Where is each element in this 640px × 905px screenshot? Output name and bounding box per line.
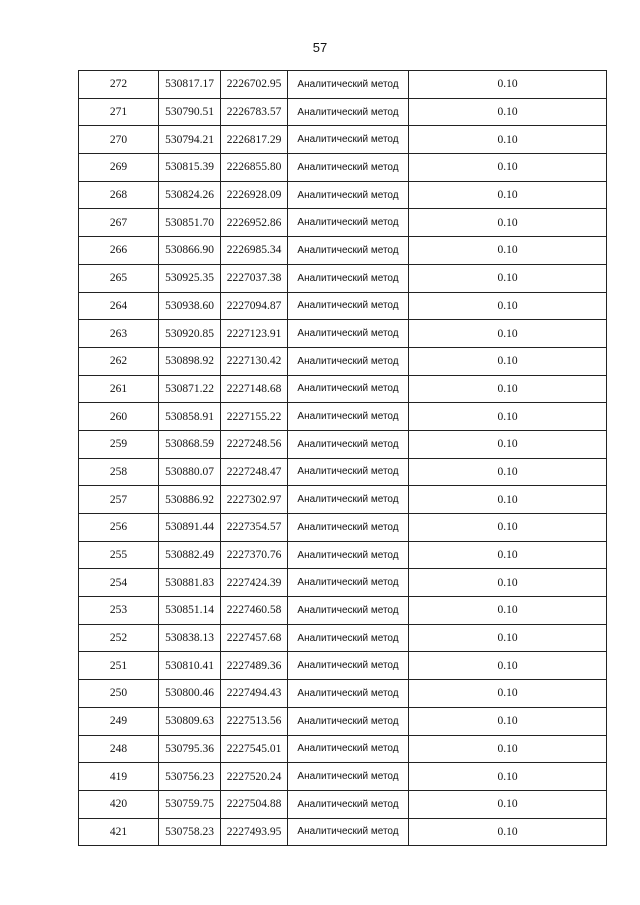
point-number-cell: 256	[79, 514, 159, 542]
point-number-cell: 271	[79, 98, 159, 126]
accuracy-cell: 0.10	[409, 126, 607, 154]
accuracy-cell: 0.10	[409, 154, 607, 182]
table-row	[79, 154, 607, 182]
table-row	[79, 264, 607, 292]
y-coordinate-cell: 2226783.57	[221, 98, 288, 126]
method-cell: Аналитический метод	[288, 458, 409, 486]
y-coordinate-cell: 2227424.39	[221, 569, 288, 597]
point-number-cell: 263	[79, 320, 159, 348]
method-cell: Аналитический метод	[288, 320, 409, 348]
x-coordinate-cell: 530817.17	[159, 71, 221, 99]
table-row	[79, 680, 607, 708]
x-coordinate-cell: 530790.51	[159, 98, 221, 126]
x-coordinate-cell: 530758.23	[159, 818, 221, 846]
table-row	[79, 735, 607, 763]
y-coordinate-cell: 2227457.68	[221, 624, 288, 652]
accuracy-cell: 0.10	[409, 320, 607, 348]
point-number-cell: 266	[79, 237, 159, 265]
table-row	[79, 818, 607, 846]
point-number-cell: 264	[79, 292, 159, 320]
point-number-cell: 248	[79, 735, 159, 763]
y-coordinate-cell: 2227494.43	[221, 680, 288, 708]
y-coordinate-cell: 2227130.42	[221, 347, 288, 375]
method-cell: Аналитический метод	[288, 209, 409, 237]
accuracy-cell: 0.10	[409, 735, 607, 763]
x-coordinate-cell: 530858.91	[159, 403, 221, 431]
point-number-cell: 257	[79, 486, 159, 514]
accuracy-cell: 0.10	[409, 514, 607, 542]
y-coordinate-cell: 2227123.91	[221, 320, 288, 348]
y-coordinate-cell: 2227489.36	[221, 652, 288, 680]
table-row	[79, 486, 607, 514]
table-row	[79, 624, 607, 652]
x-coordinate-cell: 530886.92	[159, 486, 221, 514]
table-row	[79, 597, 607, 625]
accuracy-cell: 0.10	[409, 680, 607, 708]
y-coordinate-cell: 2226928.09	[221, 181, 288, 209]
x-coordinate-cell: 530824.26	[159, 181, 221, 209]
y-coordinate-cell: 2227094.87	[221, 292, 288, 320]
point-number-cell: 259	[79, 430, 159, 458]
method-cell: Аналитический метод	[288, 624, 409, 652]
table-row	[79, 652, 607, 680]
accuracy-cell: 0.10	[409, 403, 607, 431]
accuracy-cell: 0.10	[409, 790, 607, 818]
point-number-cell: 251	[79, 652, 159, 680]
method-cell: Аналитический метод	[288, 652, 409, 680]
accuracy-cell: 0.10	[409, 486, 607, 514]
table-row	[79, 181, 607, 209]
point-number-cell: 268	[79, 181, 159, 209]
point-number-cell: 261	[79, 375, 159, 403]
x-coordinate-cell: 530891.44	[159, 514, 221, 542]
accuracy-cell: 0.10	[409, 541, 607, 569]
method-cell: Аналитический метод	[288, 790, 409, 818]
method-cell: Аналитический метод	[288, 71, 409, 99]
point-number-cell: 254	[79, 569, 159, 597]
method-cell: Аналитический метод	[288, 237, 409, 265]
x-coordinate-cell: 530838.13	[159, 624, 221, 652]
accuracy-cell: 0.10	[409, 458, 607, 486]
y-coordinate-cell: 2227493.95	[221, 818, 288, 846]
table-row	[79, 707, 607, 735]
method-cell: Аналитический метод	[288, 569, 409, 597]
method-cell: Аналитический метод	[288, 680, 409, 708]
y-coordinate-cell: 2227248.47	[221, 458, 288, 486]
table-row	[79, 237, 607, 265]
table-row	[79, 569, 607, 597]
coordinates-table-body	[79, 71, 607, 846]
point-number-cell: 272	[79, 71, 159, 99]
table-row	[79, 541, 607, 569]
accuracy-cell: 0.10	[409, 652, 607, 680]
method-cell: Аналитический метод	[288, 126, 409, 154]
table-row	[79, 98, 607, 126]
point-number-cell: 249	[79, 707, 159, 735]
point-number-cell: 255	[79, 541, 159, 569]
y-coordinate-cell: 2226817.29	[221, 126, 288, 154]
x-coordinate-cell: 530815.39	[159, 154, 221, 182]
method-cell: Аналитический метод	[288, 347, 409, 375]
point-number-cell: 420	[79, 790, 159, 818]
point-number-cell: 269	[79, 154, 159, 182]
method-cell: Аналитический метод	[288, 375, 409, 403]
method-cell: Аналитический метод	[288, 154, 409, 182]
accuracy-cell: 0.10	[409, 430, 607, 458]
method-cell: Аналитический метод	[288, 514, 409, 542]
y-coordinate-cell: 2227460.58	[221, 597, 288, 625]
method-cell: Аналитический метод	[288, 430, 409, 458]
accuracy-cell: 0.10	[409, 569, 607, 597]
x-coordinate-cell: 530851.14	[159, 597, 221, 625]
accuracy-cell: 0.10	[409, 292, 607, 320]
x-coordinate-cell: 530800.46	[159, 680, 221, 708]
y-coordinate-cell: 2226985.34	[221, 237, 288, 265]
accuracy-cell: 0.10	[409, 763, 607, 791]
x-coordinate-cell: 530756.23	[159, 763, 221, 791]
table-row	[79, 209, 607, 237]
table-row	[79, 790, 607, 818]
x-coordinate-cell: 530759.75	[159, 790, 221, 818]
point-number-cell: 253	[79, 597, 159, 625]
x-coordinate-cell: 530795.36	[159, 735, 221, 763]
y-coordinate-cell: 2227302.97	[221, 486, 288, 514]
accuracy-cell: 0.10	[409, 707, 607, 735]
y-coordinate-cell: 2227504.88	[221, 790, 288, 818]
table-row	[79, 292, 607, 320]
y-coordinate-cell: 2227354.57	[221, 514, 288, 542]
accuracy-cell: 0.10	[409, 597, 607, 625]
y-coordinate-cell: 2227248.56	[221, 430, 288, 458]
method-cell: Аналитический метод	[288, 735, 409, 763]
method-cell: Аналитический метод	[288, 597, 409, 625]
table-row	[79, 320, 607, 348]
y-coordinate-cell: 2227148.68	[221, 375, 288, 403]
accuracy-cell: 0.10	[409, 347, 607, 375]
point-number-cell: 252	[79, 624, 159, 652]
table-row	[79, 514, 607, 542]
method-cell: Аналитический метод	[288, 403, 409, 431]
point-number-cell: 262	[79, 347, 159, 375]
method-cell: Аналитический метод	[288, 486, 409, 514]
x-coordinate-cell: 530925.35	[159, 264, 221, 292]
y-coordinate-cell: 2226855.80	[221, 154, 288, 182]
method-cell: Аналитический метод	[288, 181, 409, 209]
table-row	[79, 375, 607, 403]
x-coordinate-cell: 530851.70	[159, 209, 221, 237]
accuracy-cell: 0.10	[409, 264, 607, 292]
x-coordinate-cell: 530868.59	[159, 430, 221, 458]
accuracy-cell: 0.10	[409, 624, 607, 652]
accuracy-cell: 0.10	[409, 818, 607, 846]
x-coordinate-cell: 530866.90	[159, 237, 221, 265]
accuracy-cell: 0.10	[409, 209, 607, 237]
point-number-cell: 270	[79, 126, 159, 154]
y-coordinate-cell: 2227155.22	[221, 403, 288, 431]
point-number-cell: 421	[79, 818, 159, 846]
x-coordinate-cell: 530938.60	[159, 292, 221, 320]
table-row	[79, 458, 607, 486]
page-number: 57	[312, 40, 328, 55]
x-coordinate-cell: 530881.83	[159, 569, 221, 597]
method-cell: Аналитический метод	[288, 818, 409, 846]
point-number-cell: 260	[79, 403, 159, 431]
point-number-cell: 267	[79, 209, 159, 237]
table-row	[79, 71, 607, 99]
point-number-cell: 419	[79, 763, 159, 791]
coordinates-table	[78, 70, 607, 846]
x-coordinate-cell: 530920.85	[159, 320, 221, 348]
table-row	[79, 126, 607, 154]
x-coordinate-cell: 530794.21	[159, 126, 221, 154]
accuracy-cell: 0.10	[409, 98, 607, 126]
method-cell: Аналитический метод	[288, 763, 409, 791]
method-cell: Аналитический метод	[288, 707, 409, 735]
method-cell: Аналитический метод	[288, 98, 409, 126]
x-coordinate-cell: 530871.22	[159, 375, 221, 403]
y-coordinate-cell: 2227037.38	[221, 264, 288, 292]
method-cell: Аналитический метод	[288, 292, 409, 320]
point-number-cell: 250	[79, 680, 159, 708]
method-cell: Аналитический метод	[288, 541, 409, 569]
x-coordinate-cell: 530880.07	[159, 458, 221, 486]
y-coordinate-cell: 2226952.86	[221, 209, 288, 237]
y-coordinate-cell: 2226702.95	[221, 71, 288, 99]
y-coordinate-cell: 2227370.76	[221, 541, 288, 569]
table-row	[79, 403, 607, 431]
accuracy-cell: 0.10	[409, 237, 607, 265]
x-coordinate-cell: 530809.63	[159, 707, 221, 735]
y-coordinate-cell: 2227513.56	[221, 707, 288, 735]
table-row	[79, 763, 607, 791]
y-coordinate-cell: 2227545.01	[221, 735, 288, 763]
table-row	[79, 430, 607, 458]
accuracy-cell: 0.10	[409, 375, 607, 403]
point-number-cell: 265	[79, 264, 159, 292]
accuracy-cell: 0.10	[409, 71, 607, 99]
x-coordinate-cell: 530898.92	[159, 347, 221, 375]
x-coordinate-cell: 530810.41	[159, 652, 221, 680]
x-coordinate-cell: 530882.49	[159, 541, 221, 569]
point-number-cell: 258	[79, 458, 159, 486]
table-row	[79, 347, 607, 375]
y-coordinate-cell: 2227520.24	[221, 763, 288, 791]
accuracy-cell: 0.10	[409, 181, 607, 209]
method-cell: Аналитический метод	[288, 264, 409, 292]
